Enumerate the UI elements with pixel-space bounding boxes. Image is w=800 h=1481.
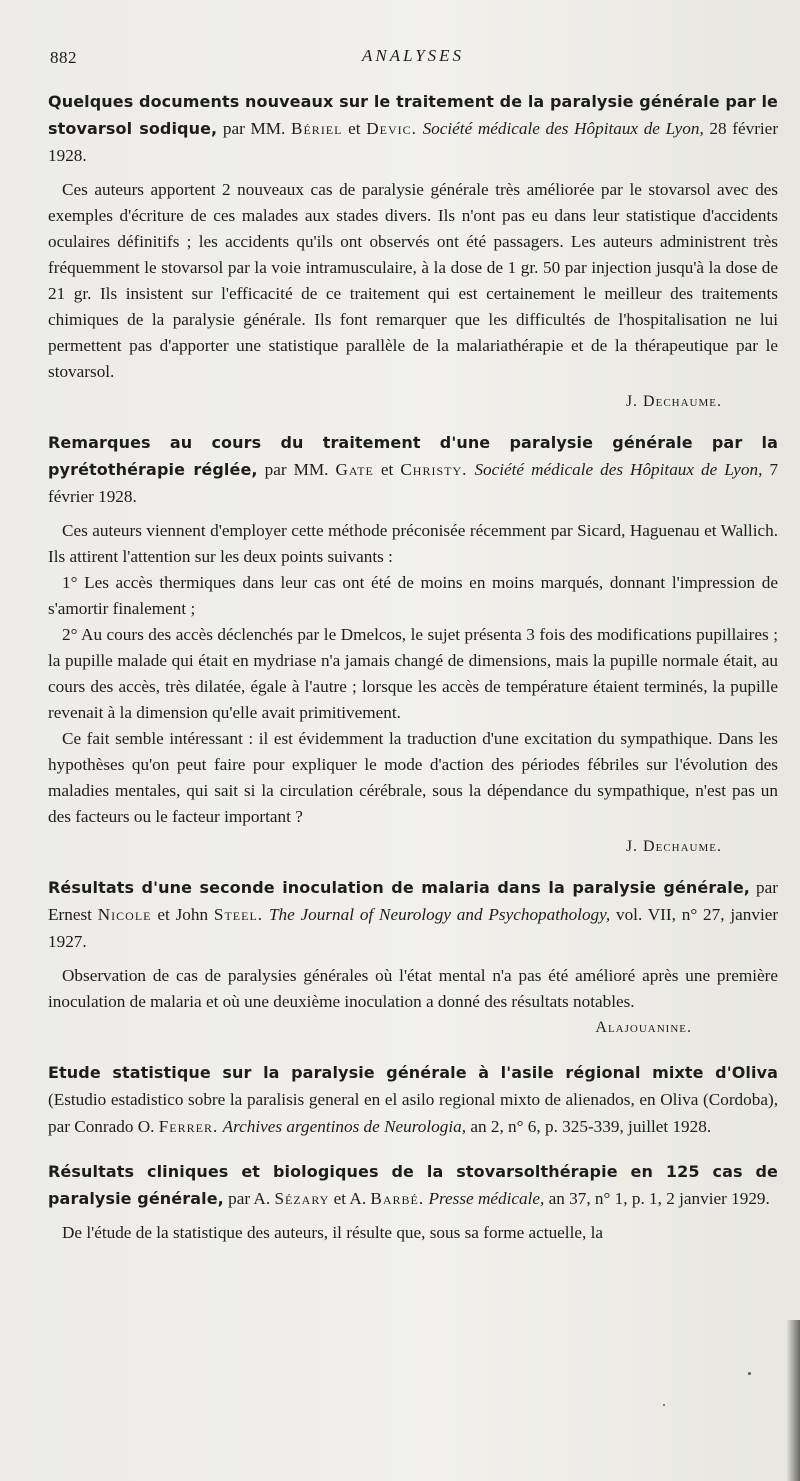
- entry-heading: [34, 1059, 778, 1140]
- page-edge-shadow: [786, 1320, 800, 1481]
- source-journal: Société médicale des Hôpitaux de Lyon,: [422, 119, 704, 138]
- abstract-entry: [48, 429, 778, 856]
- abstract-entry: [48, 88, 778, 411]
- abstract-paragraph: De l'étude de la statistique des auteurs, il résulte que, sous sa forme actuelle, la: [62, 1223, 603, 1242]
- authors-joiner: et A.: [333, 1189, 367, 1208]
- abstract-entry: [48, 1158, 778, 1246]
- entry-heading: [34, 874, 778, 955]
- source-journal: The Journal of Neurology and Psychopathology,: [268, 905, 611, 924]
- running-header: [48, 40, 778, 70]
- authors-joiner: et: [380, 460, 394, 479]
- source-date: vol. VII, n° 27, janvier 1927.: [48, 905, 779, 951]
- authors-prefix: par MM.: [222, 119, 286, 138]
- source-journal: Presse médicale,: [428, 1189, 545, 1208]
- author-name: Ferrer.: [158, 1117, 219, 1136]
- reviewer-signature: Alajouanine.: [595, 1019, 692, 1036]
- running-title: ANALYSES: [361, 46, 465, 65]
- source-journal: Archives argentinos de Neurologia,: [222, 1117, 467, 1136]
- authors-prefix: par Conrado O.: [48, 1117, 155, 1136]
- abstract-text: Observation de cas de paralysies générales où l'état mental n'a pas été amélioré après une première inoculation de malaria et où une deuxième inoculation a donné des résultats notables.: [48, 966, 778, 1011]
- author-name: Steel.: [213, 905, 264, 924]
- author-name: Christy.: [400, 460, 468, 479]
- abstract-paragraph: 1° Les accès thermiques dans leur cas ont été de moins en moins marqués, donnant l'impression de s'amortir finalement ;: [48, 573, 778, 618]
- authors-joiner: et: [348, 119, 361, 138]
- author-name: Bériel: [291, 119, 343, 138]
- author-name: Barbé.: [370, 1189, 425, 1208]
- authors-prefix: par Ernest: [48, 878, 778, 924]
- source-date: an 2, n° 6, p. 325-339, juillet 1928.: [470, 1117, 712, 1136]
- source-date: 28 février 1928.: [48, 119, 779, 165]
- author-name: Sézary: [274, 1189, 330, 1208]
- entry-subtitle: (Estudio estadistico sobre la paralisis general en el asilo regional mixto de alienados, en Oliva (Cordoba),: [48, 1090, 778, 1109]
- author-name: Devic.: [366, 119, 417, 138]
- source-date: 7 février 1928.: [48, 460, 779, 506]
- abstract-paragraph: 2° Au cours des accès déclenchés par le Dmelcos, le sujet présenta 3 fois des modifications pupillaires ; la pupille malade qui était en mydriase n'a jamais changé de dimensions, mais la pupille normale était, au cours des accès, très dilatée, égale à l'autre ; lorsque les accès de température étaient terminés, la pupille revenait à la dimension qu'elle avait primitivement.: [48, 625, 778, 722]
- entry-title: Résultats d'une seconde inoculation de malaria dans la paralysie générale,: [48, 878, 750, 897]
- entry-heading: [34, 88, 778, 169]
- authors-joiner: et John: [157, 905, 209, 924]
- entry-heading: [34, 1158, 778, 1212]
- entry-title: Etude statistique sur la paralysie générale à l'asile régional mixte d'Oliva: [48, 1063, 778, 1082]
- reviewer-signature: J. Dechaume.: [625, 838, 722, 855]
- entry-title: Résultats cliniques et biologiques de la stovarsolthérapie en 125 cas de paralysie générale,: [48, 1162, 778, 1208]
- reviewer-signature: J. Dechaume.: [625, 393, 722, 410]
- page-number: 882: [50, 48, 77, 67]
- abstract-entry: [48, 1059, 778, 1140]
- authors-prefix: par A.: [228, 1189, 271, 1208]
- entry-title: Quelques documents nouveaux sur le traitement de la paralysie générale par le stovarsol sodique,: [48, 92, 778, 138]
- author-name: Nicole: [97, 905, 152, 924]
- entry-heading: [34, 429, 778, 510]
- source-date: an 37, n° 1, p. 1, 2 janvier 1929.: [548, 1189, 770, 1208]
- entry-title: Remarques au cours du traitement d'une paralysie générale par la pyrétothérapie réglée,: [48, 433, 778, 479]
- abstract-paragraph: Ce fait semble intéressant : il est évidemment la traduction d'une excitation du sympathique. Dans les hypothèses qu'on peut faire pour expliquer le mode d'action des périodes fébriles sur l'évolution des maladies mentales, qui sait si la circulation cérébrale, sous la dépendance du sympathique, n'est pas un des facteurs ou le facteur important ?: [48, 729, 778, 826]
- abstract-paragraph: [48, 963, 778, 1036]
- abstract-paragraph: Ces auteurs viennent d'employer cette méthode préconisée récemment par Sicard, Haguenau et Wallich. Ils attirent l'attention sur les deux points suivants :: [48, 521, 778, 566]
- source-journal: Société médicale des Hôpitaux de Lyon,: [474, 460, 763, 479]
- abstract-entry: [48, 874, 778, 1041]
- abstract-paragraph: Ces auteurs apportent 2 nouveaux cas de paralysie générale très améliorée par le stovarsol avec des exemples d'écriture de ces malades aux stades divers. Ils n'ont pas eu dans leur statistique d'accidents oculaires définitifs ; les accidents qu'ils ont observés ont été passagers. Les auteurs administrent très fréquemment le stovarsol par la voie intramusculaire, à la dose de 1 gr. 50 par injection jusqu'à la dose de 21 gr. Ils insistent sur l'efficacité de ce traitement qui est certainement le meilleur des traitements chimiques de la paralysie générale. Ils font remarquer que les difficultés de l'hospitalisation ne lui permettent pas d'apporter une statistique parallèle de la malariathérapie et de la thérapeutique par le stovarsol.: [48, 180, 778, 381]
- author-name: Gate: [335, 460, 374, 479]
- authors-prefix: par MM.: [264, 460, 329, 479]
